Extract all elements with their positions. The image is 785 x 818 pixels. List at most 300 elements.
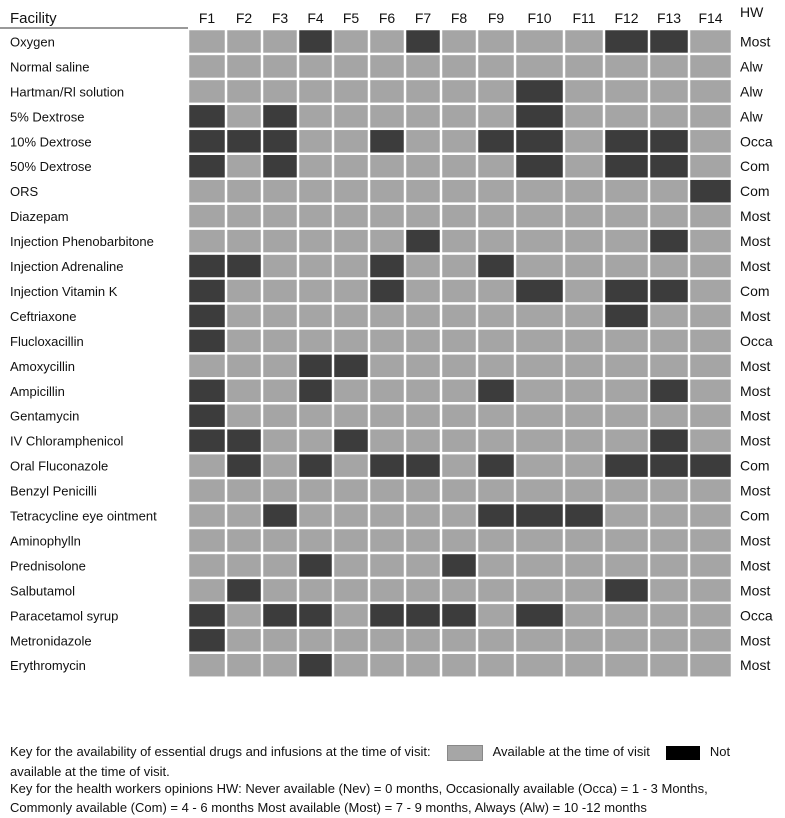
cell-available — [370, 330, 404, 352]
hw-opinion: Occa — [740, 133, 773, 150]
row-label: ORS — [10, 184, 39, 200]
cell-available — [406, 629, 440, 651]
cell-available — [516, 529, 563, 551]
cell-available — [690, 130, 731, 152]
cell-available — [406, 55, 440, 77]
hw-opinion: Most — [740, 357, 771, 374]
cell-available — [263, 280, 297, 302]
cell-available — [478, 105, 514, 127]
cell-not-available — [516, 280, 563, 302]
cell-available — [442, 579, 476, 601]
cell-not-available — [299, 554, 332, 576]
cell-available — [478, 330, 514, 352]
cell-available — [690, 205, 731, 227]
cell-available — [334, 654, 368, 676]
column-label-f7: F7 — [414, 10, 432, 26]
cell-available — [406, 380, 440, 402]
cell-available — [516, 454, 563, 476]
cell-available — [650, 305, 688, 327]
cell-available — [227, 280, 261, 302]
cell-not-available — [605, 130, 648, 152]
cell-available — [442, 255, 476, 277]
cell-not-available — [189, 405, 225, 427]
cell-available — [650, 579, 688, 601]
cell-available — [227, 80, 261, 102]
column-label-f5: F5 — [342, 10, 360, 26]
cell-available — [650, 654, 688, 676]
cell-available — [605, 654, 648, 676]
hw-opinion: Most — [740, 33, 771, 50]
cell-available — [334, 305, 368, 327]
cell-available — [299, 629, 332, 651]
row-label: Oxygen — [10, 34, 55, 50]
cell-not-available — [227, 429, 261, 451]
cell-available — [605, 629, 648, 651]
row-label: Erythromycin — [10, 658, 86, 674]
cell-not-available — [650, 30, 688, 52]
row-label: Normal saline — [10, 59, 90, 75]
cell-not-available — [650, 454, 688, 476]
cell-not-available — [299, 355, 332, 377]
row-label: Oral Fluconazole — [10, 458, 109, 474]
row-label: Injection Adrenaline — [10, 259, 124, 275]
cell-available — [442, 155, 476, 177]
cell-available — [565, 205, 603, 227]
cell-not-available — [189, 105, 225, 127]
cell-available — [263, 629, 297, 651]
cell-available — [370, 155, 404, 177]
cell-available — [263, 330, 297, 352]
cell-available — [334, 554, 368, 576]
cell-not-available — [299, 604, 332, 626]
cell-available — [442, 529, 476, 551]
cell-available — [690, 504, 731, 526]
cell-not-available — [227, 255, 261, 277]
hw-opinion: Most — [740, 482, 771, 499]
cell-not-available — [263, 130, 297, 152]
cell-available — [189, 504, 225, 526]
cell-available — [442, 55, 476, 77]
cell-available — [334, 405, 368, 427]
cell-available — [516, 30, 563, 52]
cell-available — [565, 305, 603, 327]
cell-not-available — [650, 230, 688, 252]
cell-not-available — [263, 604, 297, 626]
cell-available — [442, 330, 476, 352]
hw-opinion: Most — [740, 532, 771, 549]
cell-available — [690, 529, 731, 551]
cell-available — [334, 504, 368, 526]
hw-opinion: Occa — [740, 332, 773, 349]
cell-available — [334, 30, 368, 52]
cell-available — [227, 305, 261, 327]
cell-available — [565, 280, 603, 302]
cell-available — [406, 205, 440, 227]
hw-key-line-2: Commonly available (Com) = 4 - 6 months Most available (Most) = 7 - 9 months, Always (Alw) = 10 -12 months — [10, 800, 647, 815]
cell-available — [442, 130, 476, 152]
facility-header: Facility — [10, 10, 57, 27]
cell-available — [334, 579, 368, 601]
cell-available — [565, 604, 603, 626]
cell-available — [690, 330, 731, 352]
cell-available — [442, 80, 476, 102]
hw-opinion: Most — [740, 432, 771, 449]
cell-available — [690, 105, 731, 127]
row-label: Tetracycline eye ointment — [10, 508, 157, 524]
cell-available — [690, 255, 731, 277]
column-label-f10: F10 — [527, 10, 552, 26]
cell-available — [516, 355, 563, 377]
cell-available — [442, 180, 476, 202]
cell-available — [565, 330, 603, 352]
cell-available — [605, 205, 648, 227]
cell-available — [299, 180, 332, 202]
cell-available — [516, 654, 563, 676]
column-label-f8: F8 — [450, 10, 468, 26]
cell-available — [605, 479, 648, 501]
cell-available — [650, 405, 688, 427]
cell-available — [478, 405, 514, 427]
cell-not-available — [605, 155, 648, 177]
hw-opinion: Com — [740, 158, 770, 175]
cell-available — [334, 80, 368, 102]
row-label: Salbutamol — [10, 583, 76, 599]
cell-available — [442, 205, 476, 227]
available-swatch — [447, 745, 483, 761]
cell-not-available — [189, 155, 225, 177]
cell-available — [690, 405, 731, 427]
cell-available — [605, 55, 648, 77]
cell-not-available — [263, 105, 297, 127]
cell-not-available — [299, 654, 332, 676]
cell-available — [442, 355, 476, 377]
cell-available — [227, 554, 261, 576]
row-label: Amoxycillin — [10, 358, 76, 374]
hw-opinion: Most — [740, 233, 771, 250]
cell-available — [516, 479, 563, 501]
cell-not-available — [478, 504, 514, 526]
cell-not-available — [565, 504, 603, 526]
cell-available — [565, 654, 603, 676]
availability-key-intro: Key for the availability of essential drugs and infusions at the time of visit: — [10, 744, 431, 759]
cell-not-available — [406, 230, 440, 252]
cell-available — [263, 579, 297, 601]
cell-available — [299, 579, 332, 601]
cell-available — [605, 504, 648, 526]
cell-available — [406, 305, 440, 327]
cell-available — [690, 429, 731, 451]
row-label: Injection Vitamin K — [10, 283, 118, 299]
cell-available — [478, 180, 514, 202]
cell-available — [442, 305, 476, 327]
cell-available — [690, 629, 731, 651]
cell-available — [334, 255, 368, 277]
cell-not-available — [605, 280, 648, 302]
cell-available — [565, 405, 603, 427]
cell-available — [299, 55, 332, 77]
cell-available — [370, 579, 404, 601]
cell-not-available — [516, 604, 563, 626]
cell-available — [690, 280, 731, 302]
cell-available — [263, 454, 297, 476]
cell-available — [370, 479, 404, 501]
cell-available — [565, 529, 603, 551]
cell-available — [690, 55, 731, 77]
cell-available — [690, 30, 731, 52]
cell-available — [227, 155, 261, 177]
cell-available — [406, 130, 440, 152]
cell-available — [334, 155, 368, 177]
cell-available — [227, 479, 261, 501]
cell-available — [516, 629, 563, 651]
cell-not-available — [189, 380, 225, 402]
cell-available — [299, 80, 332, 102]
available-key-label: Available at the time of visit — [492, 744, 650, 759]
cell-available — [370, 380, 404, 402]
cell-available — [478, 429, 514, 451]
cell-not-available — [478, 380, 514, 402]
cell-available — [406, 479, 440, 501]
cell-available — [263, 429, 297, 451]
cell-available — [478, 529, 514, 551]
cell-available — [478, 305, 514, 327]
column-label-f13: F13 — [656, 10, 682, 26]
cell-not-available — [442, 604, 476, 626]
cell-available — [227, 330, 261, 352]
cell-available — [406, 529, 440, 551]
hw-opinion: Most — [740, 557, 771, 574]
cell-available — [334, 205, 368, 227]
cell-available — [299, 230, 332, 252]
cell-available — [189, 180, 225, 202]
cell-available — [227, 30, 261, 52]
cell-available — [442, 454, 476, 476]
cell-available — [263, 80, 297, 102]
cell-not-available — [299, 380, 332, 402]
cell-available — [478, 155, 514, 177]
cell-available — [263, 230, 297, 252]
cell-not-available — [406, 604, 440, 626]
cell-available — [299, 280, 332, 302]
cell-available — [263, 180, 297, 202]
cell-available — [189, 30, 225, 52]
cell-available — [442, 429, 476, 451]
column-label-f1: F1 — [198, 10, 216, 26]
cell-not-available — [370, 604, 404, 626]
cell-available — [478, 629, 514, 651]
cell-available — [263, 405, 297, 427]
column-labels — [199, 10, 723, 26]
cell-available — [334, 454, 368, 476]
cell-available — [406, 429, 440, 451]
cell-available — [406, 155, 440, 177]
cell-available — [334, 629, 368, 651]
cell-available — [189, 454, 225, 476]
hw-opinion: Occa — [740, 607, 773, 624]
hw-header: HW — [740, 4, 764, 20]
not-available-key-label: Not available at the time of visit. — [10, 744, 731, 779]
cell-not-available — [189, 305, 225, 327]
cell-available — [406, 180, 440, 202]
cell-available — [299, 504, 332, 526]
cell-available — [565, 180, 603, 202]
row-label: Ampicillin — [10, 383, 65, 399]
cell-available — [565, 55, 603, 77]
cell-available — [516, 380, 563, 402]
cell-available — [650, 55, 688, 77]
cell-not-available — [516, 155, 563, 177]
cell-available — [478, 205, 514, 227]
cell-available — [690, 355, 731, 377]
cell-not-available — [516, 504, 563, 526]
cell-available — [650, 180, 688, 202]
cell-not-available — [516, 80, 563, 102]
cell-available — [650, 629, 688, 651]
cell-available — [565, 255, 603, 277]
hw-opinion: Alw — [740, 58, 763, 75]
cell-available — [442, 405, 476, 427]
cell-available — [334, 280, 368, 302]
cell-available — [370, 180, 404, 202]
cell-not-available — [189, 330, 225, 352]
row-label: Paracetamol syrup — [10, 608, 119, 624]
hw-opinion: Most — [740, 208, 771, 225]
cell-available — [189, 230, 225, 252]
cell-available — [263, 55, 297, 77]
cell-not-available — [189, 280, 225, 302]
cell-available — [227, 55, 261, 77]
cell-available — [189, 554, 225, 576]
column-label-f11: F11 — [572, 10, 596, 26]
row-label: Metronidazole — [10, 633, 92, 649]
cell-available — [605, 529, 648, 551]
cell-available — [442, 504, 476, 526]
cell-available — [690, 554, 731, 576]
cell-available — [478, 579, 514, 601]
cell-not-available — [299, 30, 332, 52]
cell-available — [227, 105, 261, 127]
cell-available — [565, 130, 603, 152]
cell-not-available — [227, 130, 261, 152]
cell-available — [189, 355, 225, 377]
cell-available — [406, 105, 440, 127]
row-label: Ceftriaxone — [10, 308, 77, 324]
cell-not-available — [370, 255, 404, 277]
cell-available — [516, 230, 563, 252]
cell-available — [442, 30, 476, 52]
hw-opinion: Com — [740, 457, 770, 474]
cell-available — [406, 579, 440, 601]
cell-not-available — [370, 130, 404, 152]
column-label-f6: F6 — [378, 10, 396, 26]
cell-available — [478, 80, 514, 102]
hw-opinion: Com — [740, 282, 770, 299]
cell-available — [406, 330, 440, 352]
hw-key — [10, 779, 780, 818]
cell-available — [406, 280, 440, 302]
cell-available — [605, 230, 648, 252]
cell-available — [650, 255, 688, 277]
cell-available — [478, 30, 514, 52]
cell-not-available — [605, 30, 648, 52]
hw-opinion: Most — [740, 657, 771, 674]
cell-available — [299, 155, 332, 177]
cell-available — [227, 529, 261, 551]
cell-available — [334, 604, 368, 626]
column-label-f3: F3 — [271, 10, 289, 26]
cell-not-available — [478, 130, 514, 152]
cell-available — [565, 579, 603, 601]
hw-opinion: Alw — [740, 83, 763, 100]
cell-not-available — [650, 280, 688, 302]
cell-available — [516, 554, 563, 576]
cell-available — [690, 579, 731, 601]
cell-available — [565, 380, 603, 402]
cell-available — [478, 604, 514, 626]
cell-available — [690, 604, 731, 626]
cell-available — [605, 554, 648, 576]
cell-available — [370, 429, 404, 451]
cell-available — [227, 180, 261, 202]
cell-available — [690, 380, 731, 402]
cell-available — [406, 504, 440, 526]
cell-available — [605, 255, 648, 277]
column-label-f12: F12 — [614, 10, 639, 26]
cell-available — [263, 255, 297, 277]
cell-available — [605, 330, 648, 352]
cell-not-available — [334, 429, 368, 451]
cell-available — [650, 205, 688, 227]
cell-available — [690, 155, 731, 177]
row-label: Hartman/Rl solution — [10, 84, 125, 100]
cell-available — [516, 305, 563, 327]
cell-available — [299, 105, 332, 127]
cell-not-available — [263, 155, 297, 177]
cell-available — [370, 80, 404, 102]
cell-available — [227, 355, 261, 377]
cell-available — [478, 355, 514, 377]
not-available-swatch — [666, 746, 700, 760]
cell-available — [334, 479, 368, 501]
hw-opinion: Most — [740, 632, 771, 649]
cell-available — [406, 405, 440, 427]
cell-available — [478, 55, 514, 77]
hw-opinion: Alw — [740, 108, 763, 125]
cell-not-available — [406, 30, 440, 52]
cell-not-available — [189, 429, 225, 451]
cell-available — [334, 105, 368, 127]
cell-not-available — [605, 454, 648, 476]
cell-not-available — [650, 429, 688, 451]
cell-available — [370, 355, 404, 377]
cell-available — [370, 529, 404, 551]
cell-available — [565, 429, 603, 451]
hw-opinion: Most — [740, 307, 771, 324]
column-label-f2: F2 — [235, 10, 253, 26]
cell-not-available — [189, 255, 225, 277]
cell-not-available — [227, 454, 261, 476]
cell-available — [227, 405, 261, 427]
cell-available — [605, 405, 648, 427]
cell-available — [370, 504, 404, 526]
cell-available — [370, 305, 404, 327]
cell-available — [650, 80, 688, 102]
cell-available — [370, 230, 404, 252]
cell-available — [227, 230, 261, 252]
cell-not-available — [227, 579, 261, 601]
cell-available — [605, 604, 648, 626]
cell-available — [227, 380, 261, 402]
